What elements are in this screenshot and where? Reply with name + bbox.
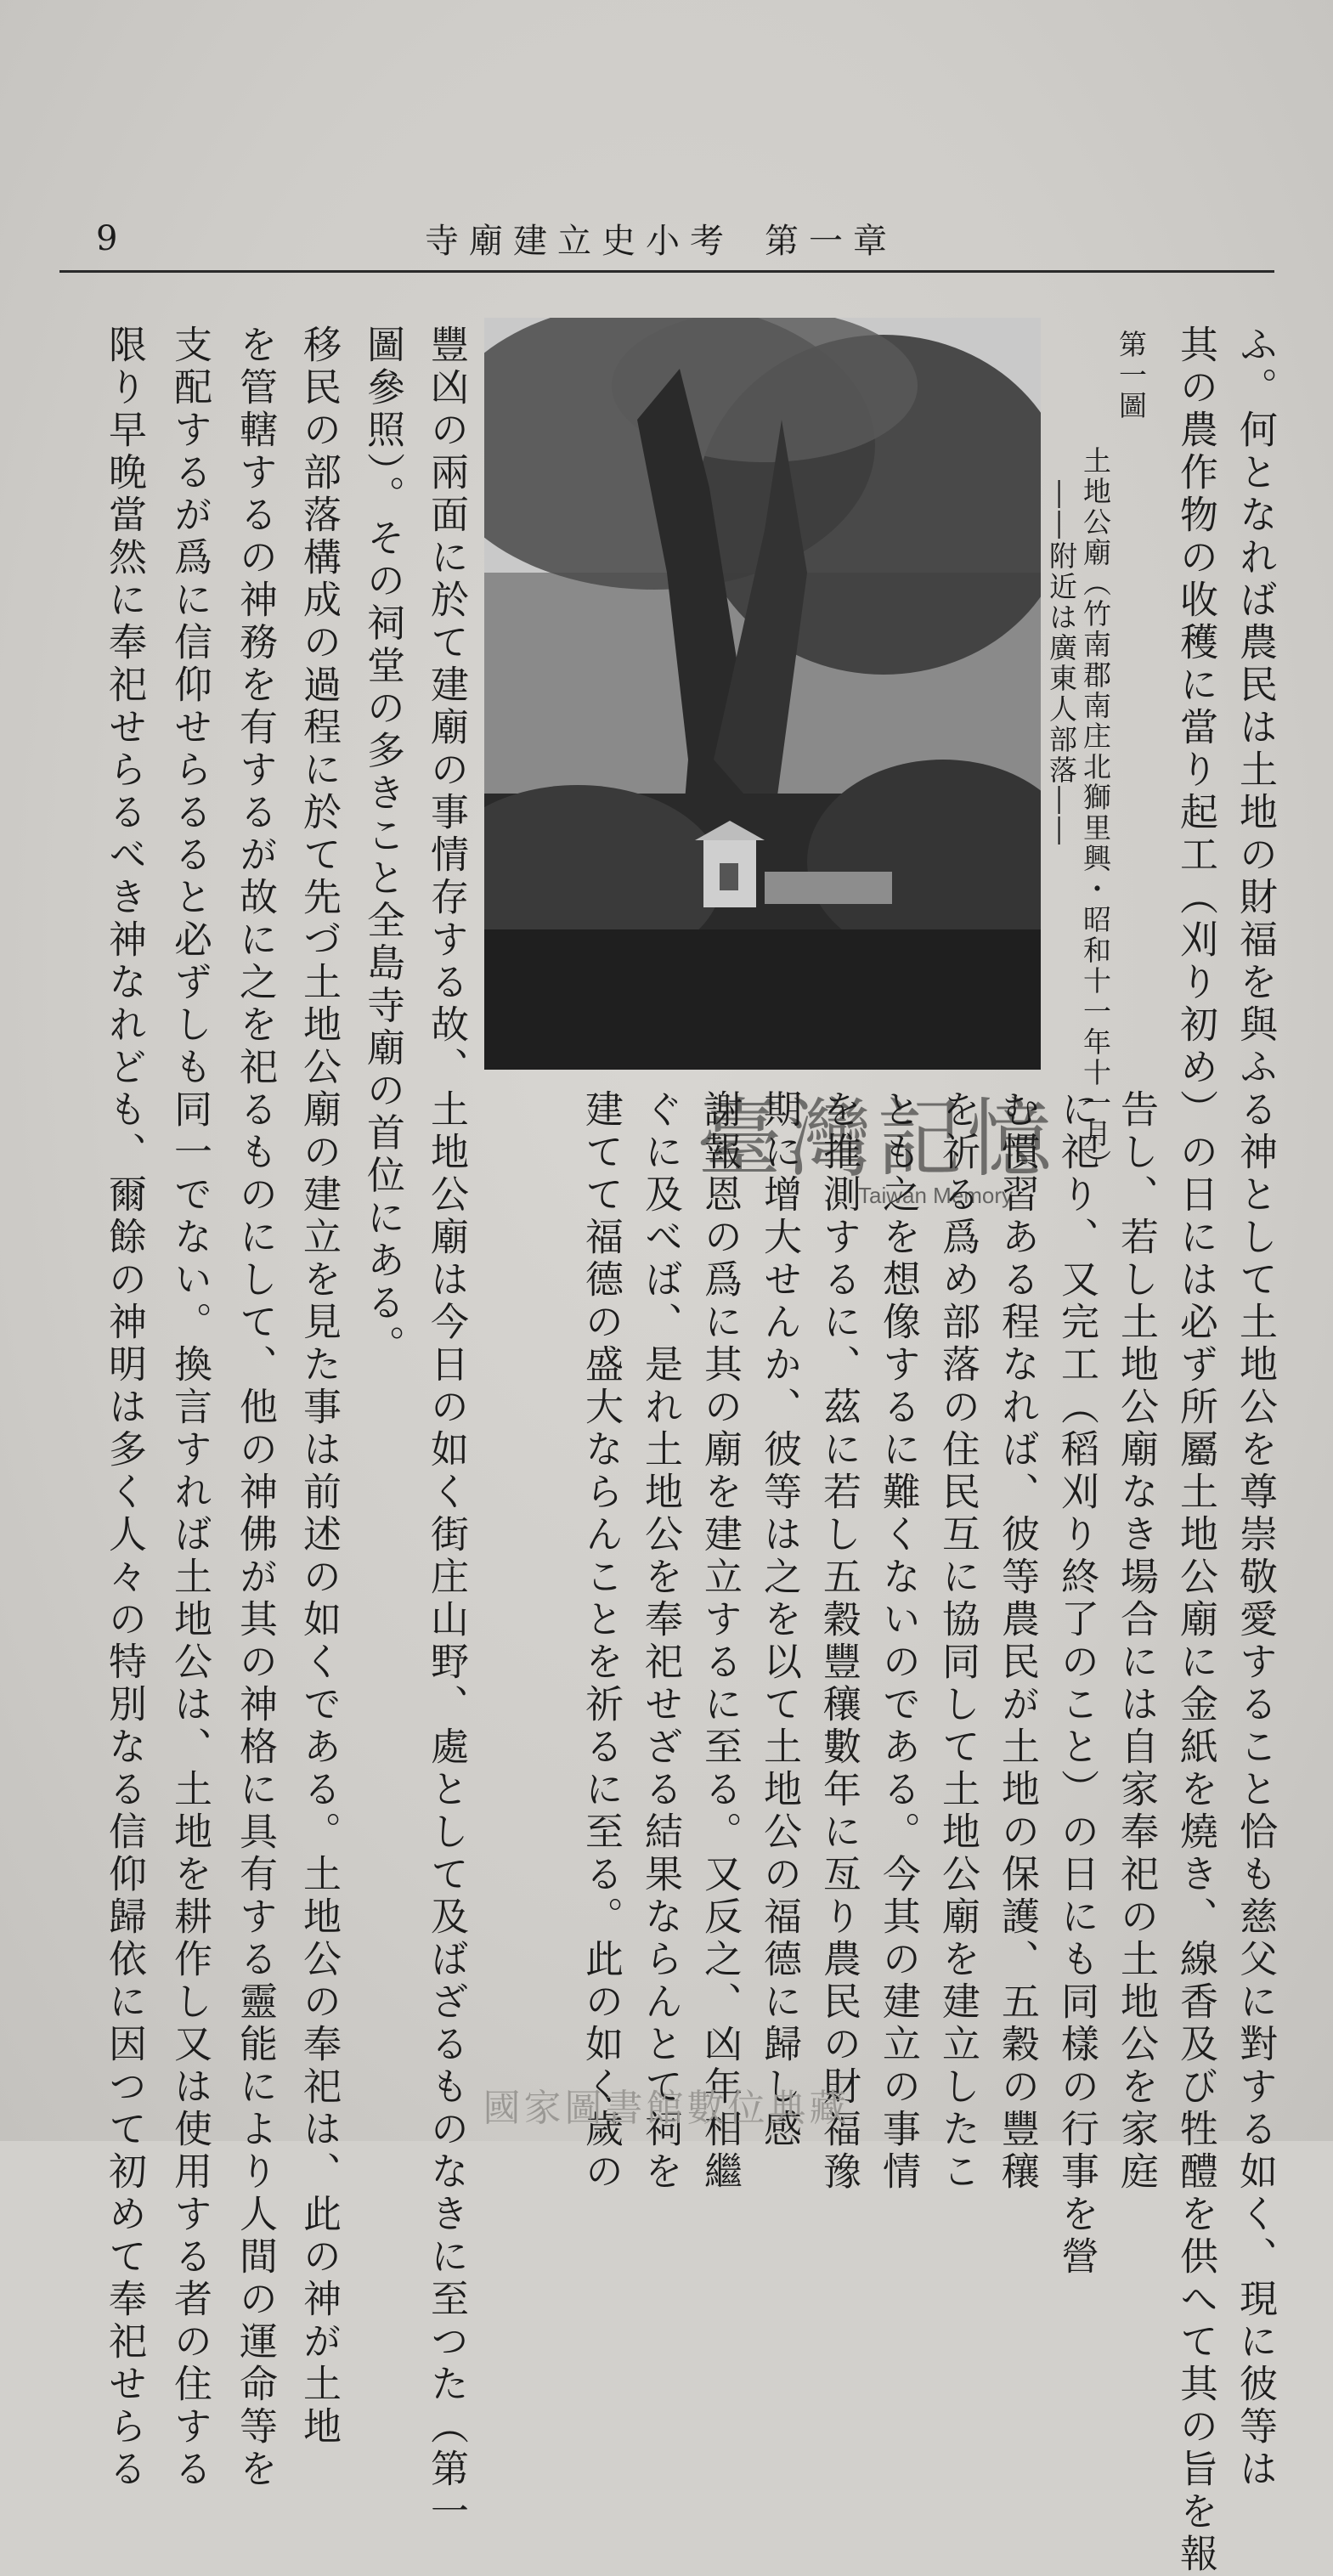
figure-label: 第一圖 — [1115, 330, 1148, 421]
text-column-right-9: ぐに及べば、是れ土地公を奉祀せざる結果ならんとて祠を — [638, 1089, 683, 2194]
text-column-left-1: 豐凶の兩面に於て建廟の事情存する故、土地公廟は今日の如く街庄山野、處として及ばざるものなきに至つた（第一 — [424, 325, 469, 2534]
text-column-left-5: 支配するが爲に信仰せらるると必ずしも同一でない。換言すれば土地公は、土地を耕作し又は使用する者の住する — [167, 325, 212, 2491]
text-column-right-3: む慣習ある程なれば、彼等農民が土地の保護、五穀の豐穰 — [995, 1089, 1040, 2194]
watermark-logo: 臺灣記憶 — [697, 1089, 1057, 1189]
text-column-right-6: を推測するに、茲に若し五穀豐穰數年に亙り農民の財福豫 — [816, 1089, 861, 2194]
text-column-left-3: 移民の部落構成の過程に於て先づ土地公廟の建立を見た事は前述の如くである。土地公の奉祀は、此の神が土地 — [297, 325, 342, 2449]
figure-photo — [484, 318, 1041, 1070]
page-number: 9 — [96, 219, 118, 258]
text-column-right-4: を祈る爲め部落の住民互に協同して土地公廟を建立したこ — [935, 1089, 980, 2194]
header-rule — [59, 270, 1274, 273]
text-column-left-6: 限り早晚當然に奉祀せらるべき神なれども、爾餘の神明は多く人々の特別なる信仰歸依に因つて初めて奉祀せらる — [102, 325, 147, 2491]
header-chapter: 第一章 — [765, 222, 897, 261]
figure-caption: 土地公廟（竹南郡南庄北獅里興・昭和十一年十一月） — [1079, 446, 1112, 1180]
text-column-upper-1: ふ。何となれば農民は土地の財福を與ふる神として土地公を尊崇敬愛すること恰も慈父に對する如く、現に彼等は — [1233, 325, 1278, 2491]
watermark-subtext: Taiwan Memory — [858, 1183, 1014, 1208]
text-column-right-7: 期に增大せんか、彼等は之を以て土地公の福德に歸し感 — [757, 1089, 802, 2151]
text-column-upper-2: 其の農作物の收穫に當り起工（刈り初め）の日には必ず所屬土地公廟に金紙を燒き、線香及び牲醴を供へて其の旨を報 — [1173, 325, 1218, 2576]
text-column-right-10: 建てて福德の盛大ならんことを祈るに至る。此の如く歲の — [579, 1089, 624, 2194]
text-column-right-1: 告し、若し土地公廟なき場合には自家奉祀の土地公を家庭 — [1114, 1089, 1159, 2194]
shrine-tree-image — [484, 318, 1041, 1070]
text-column-right-2: に祀り、又完工（稻刈り終了のこと）の日にも同樣の行事を營 — [1054, 1089, 1099, 2279]
footer-collection-label: 國家圖書館數位典藏 — [483, 2087, 850, 2130]
text-column-right-8: 謝報恩の爲に其の廟を建立するに至る。又反之、凶年相繼 — [698, 1089, 743, 2194]
text-column-left-2: 圖參照）。その祠堂の多きこと全島寺廟の首位にある。 — [360, 325, 405, 1368]
header-title: 寺廟建立史小考 — [425, 222, 734, 261]
text-column-left-4: を管轄するの神務を有するが故に之を祀るものにして、他の神佛が其の神格に具有する靈能により人間の運命等を — [233, 325, 278, 2491]
text-column-right-5: とも之を想像するに難くないのである。今其の建立の事情 — [876, 1089, 921, 2194]
figure-caption-note: ――附近は廣東人部落―― — [1045, 480, 1078, 847]
